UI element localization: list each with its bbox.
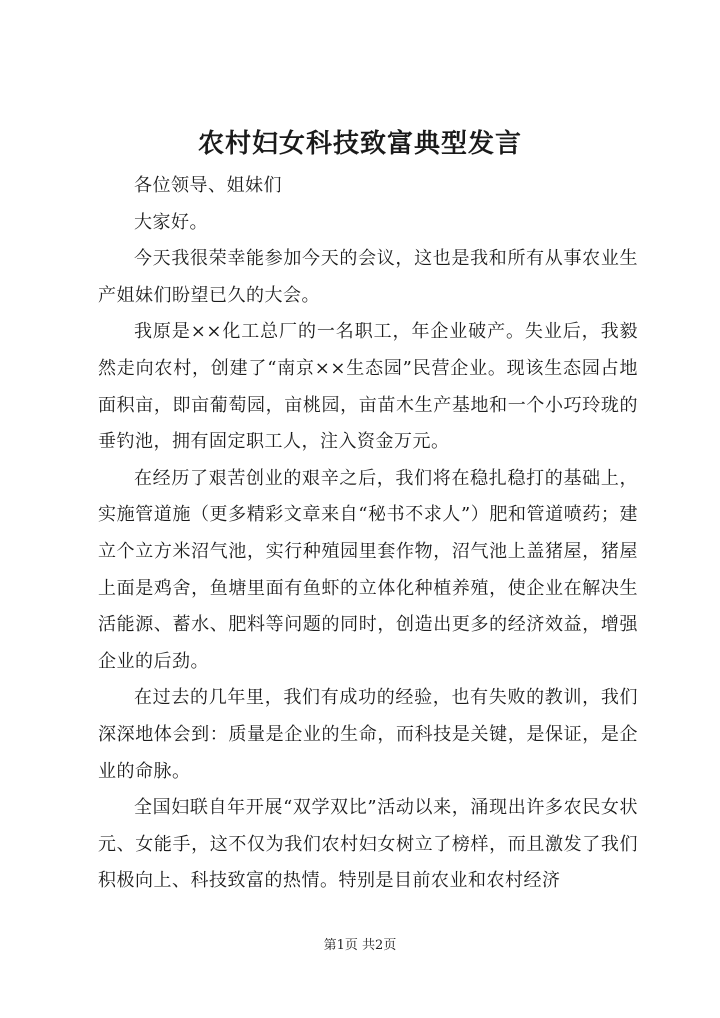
greeting: 大家好。 [134,211,208,233]
paragraph: 在过去的几年里，我们有成功的经验，也有失败的教训，我们深深地体会到：质量是企业的生命，而科技是关键，是保证，是企业的命脉。 [98,687,638,782]
paragraph: 我原是××化工总厂的一名职工，年企业破产。失业后，我毅然走向农村，创建了“南京××生态园”民营企业。现该生态园占地面积亩，即亩葡萄园，亩桃园，亩苗木生产基地和一个小巧玲珑的垂钓池，拥有固定职工人，注入资金万元。 [98,321,638,453]
paragraph: 全国妇联自年开展“双学双比”活动以来，涌现出许多农民女状元、女能手，这不仅为我们农村妇女树立了榜样，而且激发了我们积极向上、科技致富的热情。特别是目前农业和农村经济 [98,797,638,892]
paragraph: 今天我很荣幸能参加今天的会议，这也是我和所有从事农业生产姐妹们盼望已久的大会。 [98,248,638,306]
document-title: 农村妇女科技致富典型发言 [197,129,522,159]
salutation: 各位领导、姐妹们 [134,175,282,196]
paragraph: 在经历了艰苦创业的艰辛之后，我们将在稳扎稳打的基础上，实施管道施（更多精彩文章来自“秘书不求人”）肥和管道喷药；建立个立方米沼气池，实行种殖园里套作物，沼气池上盖猪屋，猪屋上面是鸡舍，鱼塘里面有鱼虾的立体化种植养殖，使企业在解决生活能源、蓄水、肥料等问题的同时，创造出更多的经济效益，增强企业的后劲。 [98,467,638,672]
document-body [98,168,638,900]
page-footer: 第1页 共2页 [323,938,397,953]
